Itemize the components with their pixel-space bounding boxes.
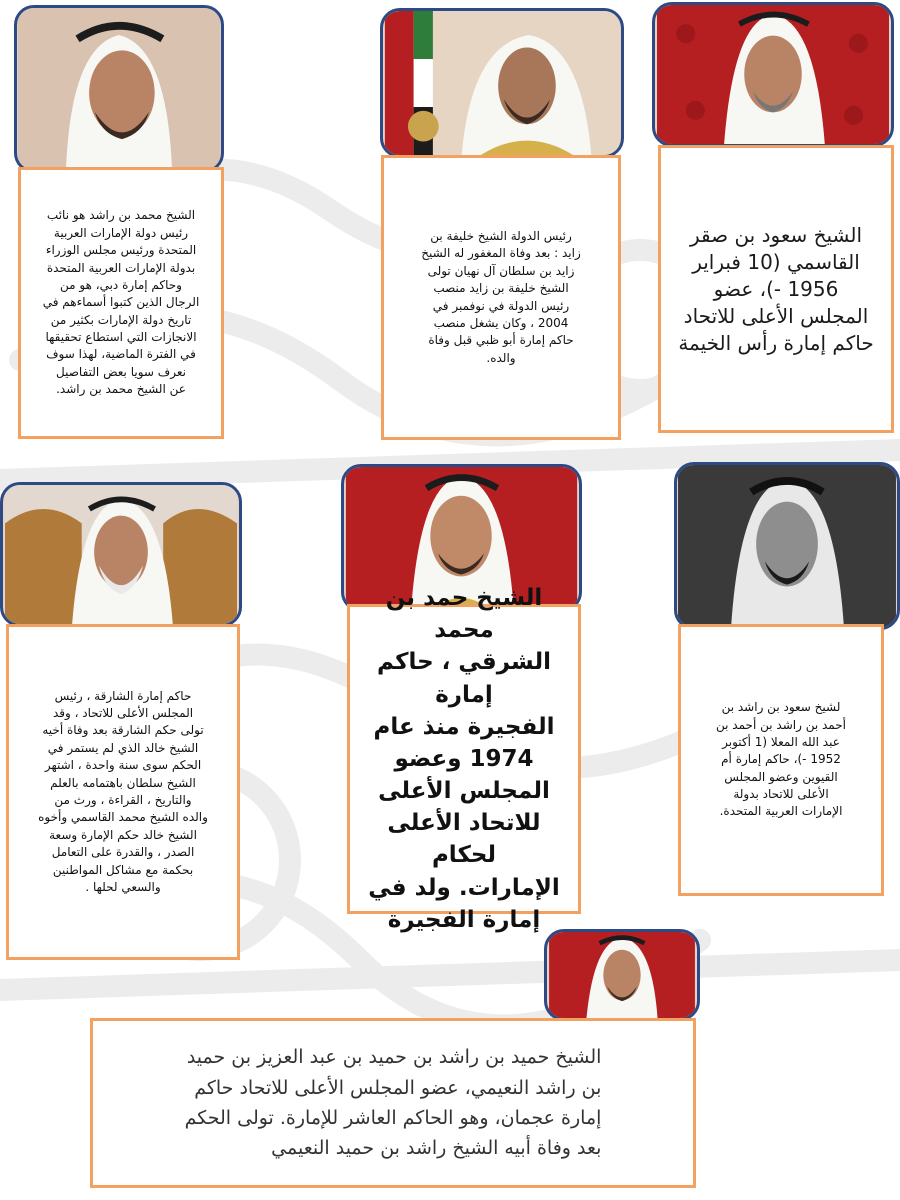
- portrait-photo-sultan: [0, 482, 242, 627]
- profile-card-sultan: [6, 624, 240, 960]
- portrait-photo: [655, 5, 891, 144]
- profile-text: الشيخ حمد بن محمد الشرقي ، حاكم إمارة الفجيرة منذ عام 1974 وعضو المجلس الأعلى للاتحاد الأعلى لحكام الإمارات. ولد في إمارة الفجيرة: [368, 584, 560, 933]
- portrait-photo: [677, 465, 897, 627]
- portrait-photo: [383, 11, 621, 155]
- profile-text: الشيخ حميد بن راشد بن حميد بن عبد العزيز بن حميد بن راشد النعيمي، عضو المجلس الأعلى للاتحاد حاكم إمارة عجمان، وهو الحاكم العاشر للإمارة. تولى الحكم بعد وفاة أبيه الشيخ راشد بن حميد النعيمي: [184, 1046, 602, 1160]
- profile-card-humaid: [90, 1018, 696, 1188]
- portrait-photo-mohammed: [14, 5, 224, 173]
- portrait-photo: [547, 932, 697, 1018]
- portrait-photo: [17, 8, 221, 170]
- profile-text: الشيخ سعود بن صقر القاسمي (10 فبراير 1956 -)، عضو المجلس الأعلى للاتحاد حاكم إمارة رأس الخيمة: [678, 222, 874, 355]
- portrait-photo-khalifa: [380, 8, 624, 158]
- profile-card-khalifa: [381, 155, 621, 440]
- profile-card-saud-saqr: [658, 145, 894, 433]
- profile-text: رئيس الدولة الشيخ خليفة بن زايد : بعد وفاة المغفور له الشيخ زايد بن سلطان آل نهيان تولى الشيخ خليفة بن زايد منصب رئيس الدولة في نوفمبر في 2004 ، وكان يشغل منصب حاكم إمارة أبو ظبي قبل وفاة والده.: [421, 228, 581, 365]
- portrait-photo-humaid: [544, 929, 700, 1021]
- portrait-photo-saud-rashid: [674, 462, 900, 630]
- profile-card-mohammed: [18, 167, 224, 439]
- profile-text: الشيخ محمد بن راشد هو نائب رئيس دولة الإمارات العربية المتحدة ورئيس مجلس الوزراء بدولة الإمارات العربية المتحدة وحاكم إمارة دبي، هو من الرجال الذين كتبوا أسماءهم في تاريخ دولة الإمارات بكثير من الانجازات التي استطاع تحقيقها في الفترة الماضية، لهذا سوف نعرف سويا بعض التفاصيل عن الشيخ محمد بن راشد.: [42, 208, 200, 397]
- portrait-photo: [3, 485, 239, 624]
- profile-text: حاكم إمارة الشارقة ، رئيس المجلس الأعلى للاتحاد ، وقد تولى حكم الشارقة بعد وفاة أخيه الشيخ خالد الذي لم يستمر في الحكم سوى سنة واحدة ، اشتهر الشيخ سلطان باهتمامه بالعلم والتاريخ ، القراءة ، ورث من والده الشيخ محمد القاسمي وأخوه الشيخ خالد حكم الإمارة وسعة الصدر ، والقدرة على التعامل بحكمة مع مشاكل المواطنين والسعي لحلها .: [38, 688, 208, 894]
- profile-card-hamad: [347, 584, 581, 933]
- portrait-photo-saud-saqr: [652, 2, 894, 147]
- profile-text: لشيخ سعود بن راشد بن أحمد بن راشد بن أحمد بن عبد الله المعلا (1 أكتوبر 1952 -)، حاكم إمارة أم القيوين وعضو المجلس الأعلى للاتحاد بدولة الإمارات العربية المتحدة.: [716, 700, 846, 819]
- profile-card-saud-rashid: [678, 624, 884, 896]
